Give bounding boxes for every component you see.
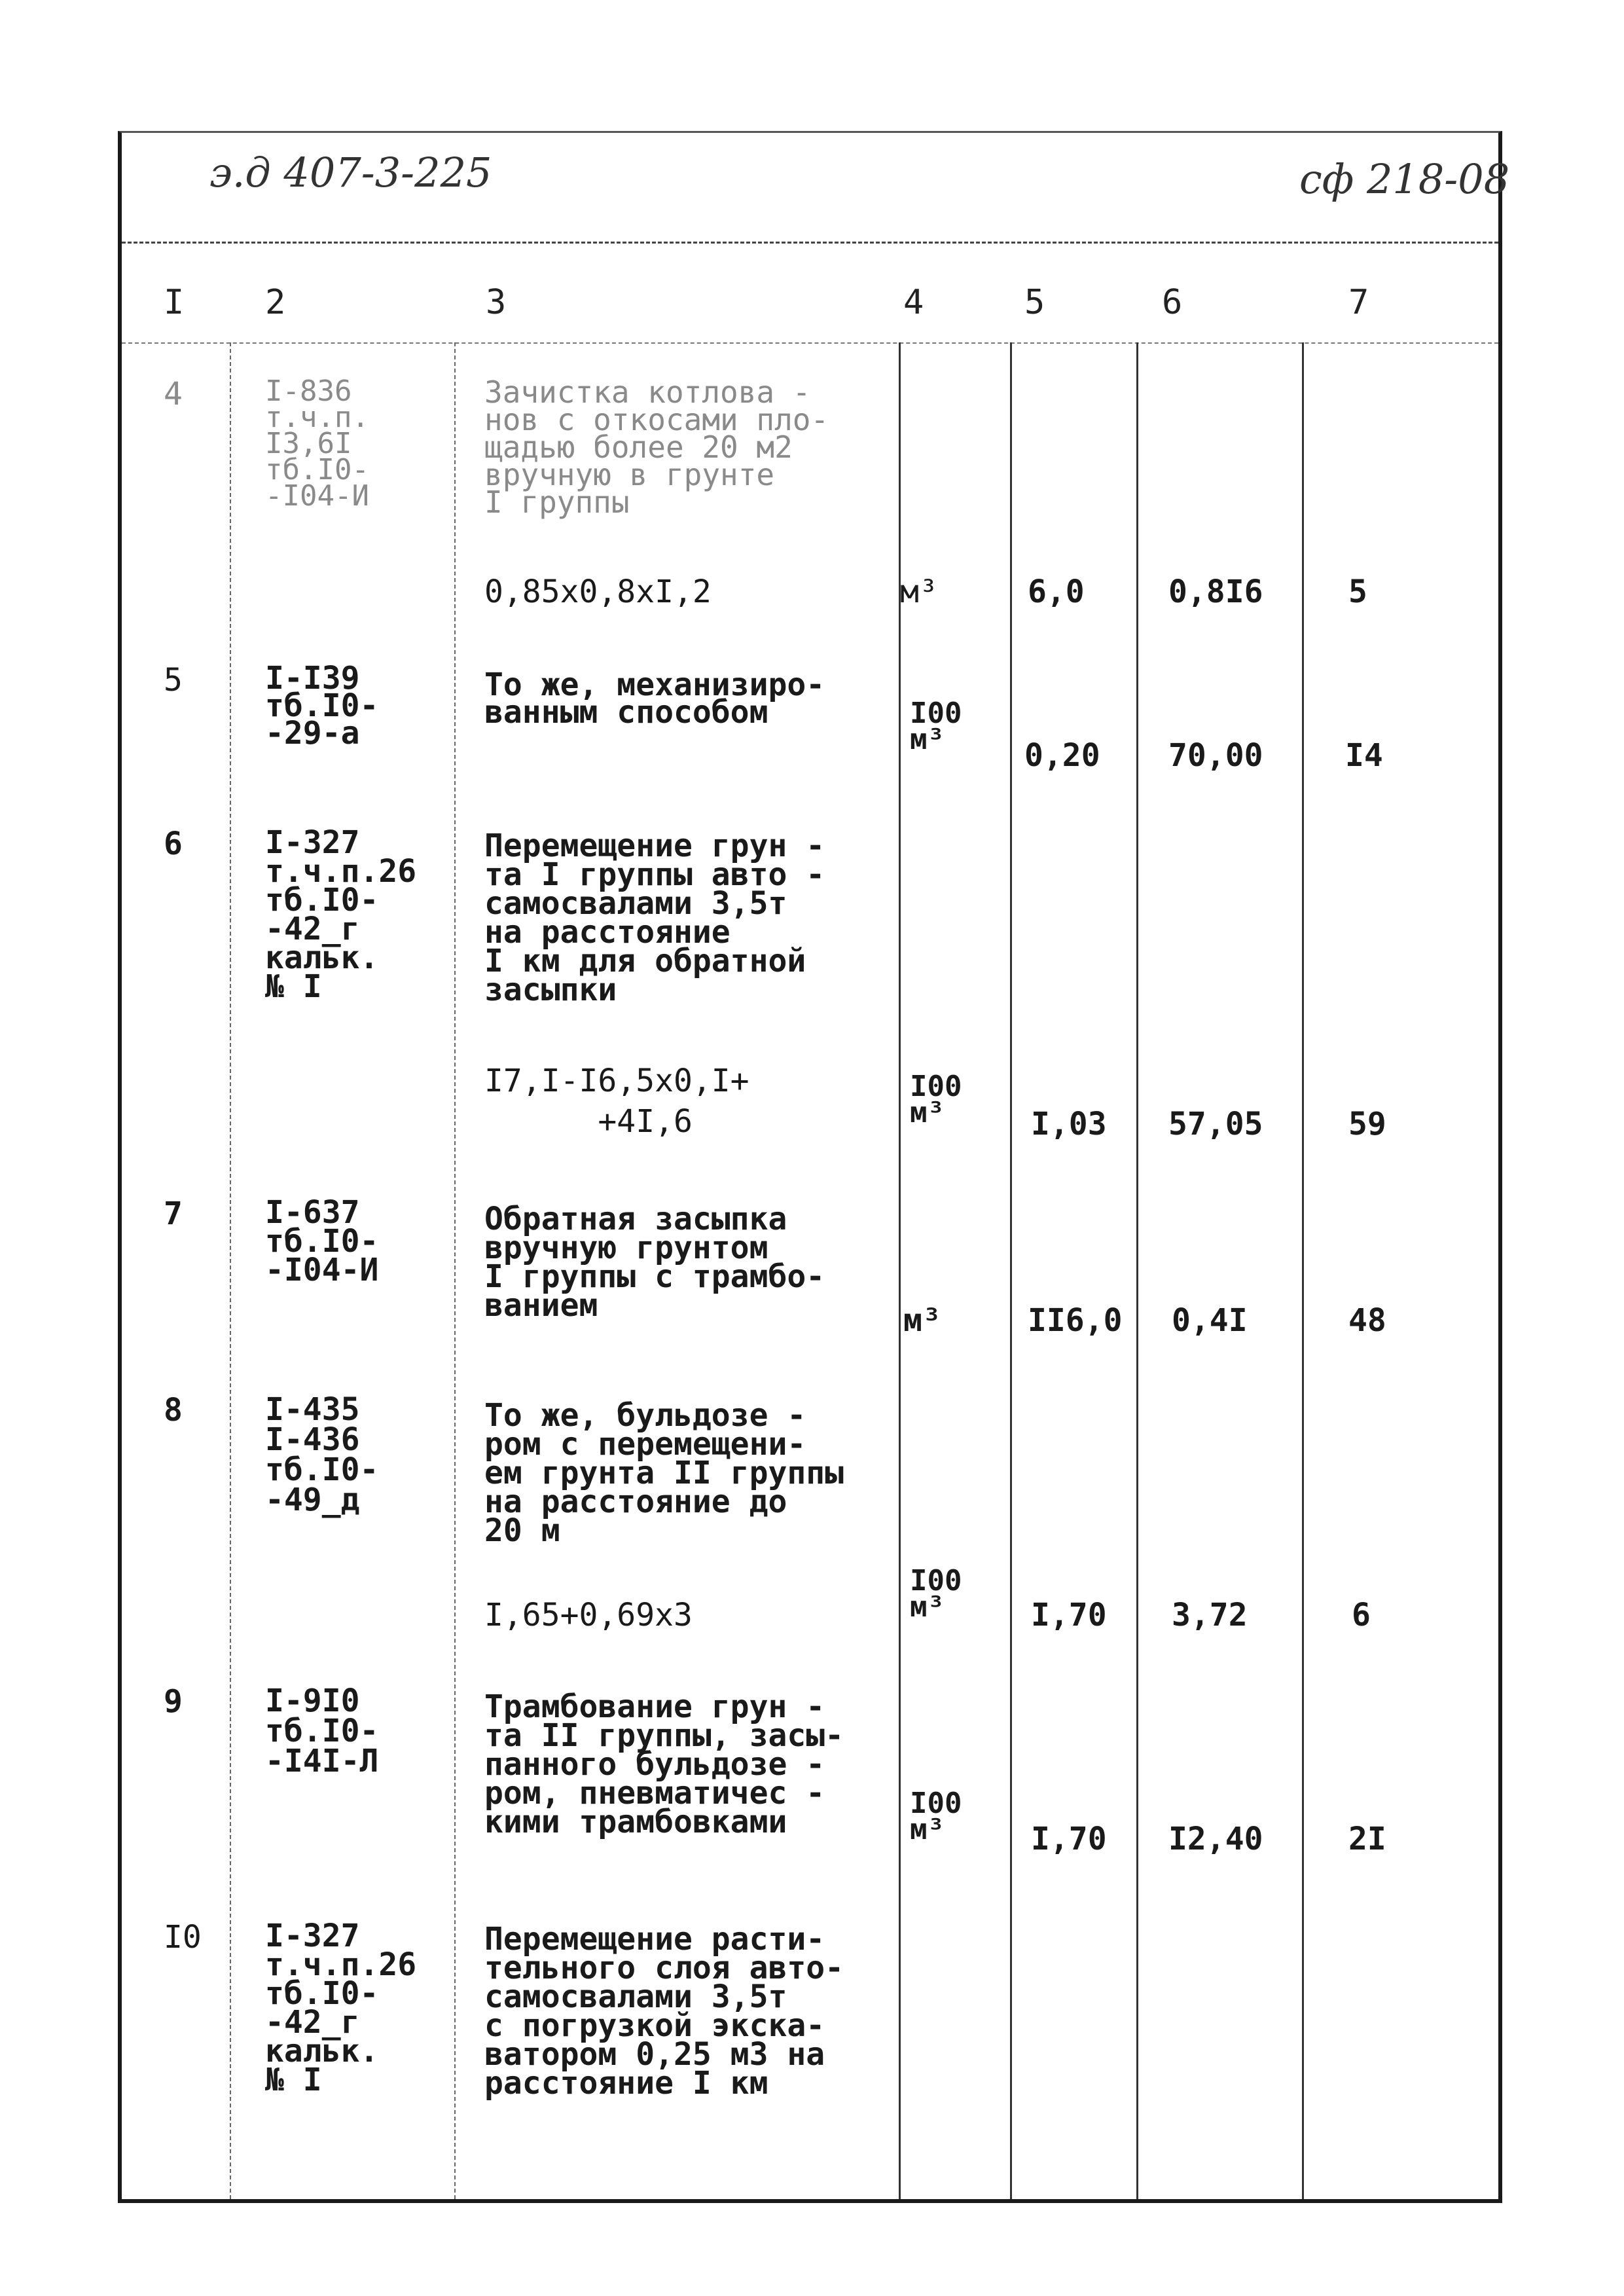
- row-9-unit: I00 м³: [910, 1787, 962, 1846]
- row-9-code: I-9I0 тб.I0- -I4I-Л: [265, 1683, 379, 1779]
- row-6-unit: I00 м³: [910, 1070, 962, 1129]
- column-divider-6: [1302, 342, 1304, 2199]
- row-4-formula: 0,85х0,8хI,2: [484, 574, 712, 610]
- row-8-price: 3,72: [1172, 1597, 1248, 1633]
- row-6-name: Перемещение грун - та I группы авто - самосвалами 3,5т на расстояние I км для обратной засыпки: [484, 828, 825, 1008]
- row-4-price: 0,8I6: [1168, 574, 1263, 610]
- row-10-code: I-327 т.ч.п.26 тб.I0- -42_г кальк. № I: [265, 1918, 417, 2098]
- row-6-qty: I,03: [1031, 1106, 1107, 1142]
- row-7-code: I-637 тб.I0- -I04-И: [265, 1194, 379, 1288]
- row-5-code: I-I39 тб.I0- -29-а: [265, 660, 379, 752]
- row-4-code: I-836 т.ч.п. I3,6I тб.I0- -I04-И: [265, 374, 369, 513]
- row-4-unit: м³: [900, 574, 938, 610]
- row-9-num: 9: [164, 1683, 183, 1720]
- column-header-divider: [122, 342, 1498, 344]
- column-divider-4: [1010, 342, 1012, 2199]
- row-7-price: 0,4I: [1172, 1302, 1248, 1339]
- row-10-name: Перемещение расти- тельного слоя авто- самосвалами 3,5т с погрузкой экска- ватором 0,25 м3 на расстояние I км: [484, 1921, 844, 2102]
- column-divider-1: [230, 342, 231, 2199]
- row-5-price: 70,00: [1168, 737, 1263, 774]
- row-7-total: 48: [1348, 1302, 1386, 1339]
- row-8-total: 6: [1352, 1597, 1371, 1633]
- column-divider-3: [899, 342, 901, 2199]
- row-9-price: I2,40: [1168, 1821, 1263, 1857]
- row-5-total: I4: [1345, 737, 1383, 774]
- column-divider-2: [454, 342, 456, 2199]
- row-4-total: 5: [1348, 574, 1367, 610]
- row-5-num: 5: [164, 662, 183, 699]
- col-header-3: 3: [486, 283, 507, 322]
- row-4-qty: 6,0: [1028, 574, 1085, 610]
- row-6-total: 59: [1348, 1106, 1386, 1142]
- row-8-qty: I,70: [1031, 1597, 1107, 1633]
- row-5-name: То же, механизиро- ванным способом: [484, 666, 825, 731]
- row-9-total: 2I: [1348, 1821, 1386, 1857]
- col-header-7: 7: [1348, 283, 1369, 322]
- row-4-name: Зачистка котлова - нов с откосами пло- щадью более 20 м2 вручную в грунте I группы: [484, 374, 829, 520]
- row-7-qty: II6,0: [1028, 1302, 1123, 1339]
- row-7-unit: м³: [903, 1302, 941, 1339]
- doc-code: э.д 407-3-225: [209, 149, 492, 196]
- row-8-formula: I,65+0,69х3: [484, 1597, 693, 1633]
- row-8-num: 8: [164, 1392, 183, 1429]
- row-7-name: Обратная засыпка вручную грунтом I группы с трамбо- ванием: [484, 1201, 825, 1324]
- row-10-num: I0: [164, 1919, 202, 1956]
- row-6-code: I-327 т.ч.п.26 тб.I0- -42_г кальк. № I: [265, 824, 417, 1005]
- row-6-price: 57,05: [1168, 1106, 1263, 1142]
- row-6-formula: I7,I-I6,5х0,I+ +4I,6: [484, 1063, 749, 1140]
- col-header-2: 2: [265, 283, 286, 322]
- row-5-unit: I00 м³: [910, 697, 962, 756]
- row-8-name: То же, бульдозе - ром с перемещени- ем грунта II группы на расстояние до 20 м: [484, 1397, 844, 1549]
- column-divider-5: [1136, 342, 1138, 2199]
- row-9-name: Трамбование грун - та II группы, засы- панного бульдозе - ром, пневматичес - кими трамбовками: [484, 1688, 844, 1840]
- row-8-code: I-435 I-436 тб.I0- -49_д: [265, 1391, 379, 1518]
- row-8-unit: I00 м³: [910, 1564, 962, 1624]
- row-4-num: 4: [164, 376, 183, 412]
- col-header-6: 6: [1162, 283, 1183, 322]
- sheet-code: сф 218-08: [1299, 155, 1510, 203]
- col-header-5: 5: [1024, 283, 1045, 322]
- header-divider: [122, 242, 1498, 244]
- col-header-4: 4: [903, 283, 924, 322]
- col-header-1: I: [164, 283, 185, 322]
- row-9-qty: I,70: [1031, 1821, 1107, 1857]
- row-6-num: 6: [164, 826, 183, 862]
- row-7-num: 7: [164, 1195, 183, 1232]
- row-5-qty: 0,20: [1024, 737, 1100, 774]
